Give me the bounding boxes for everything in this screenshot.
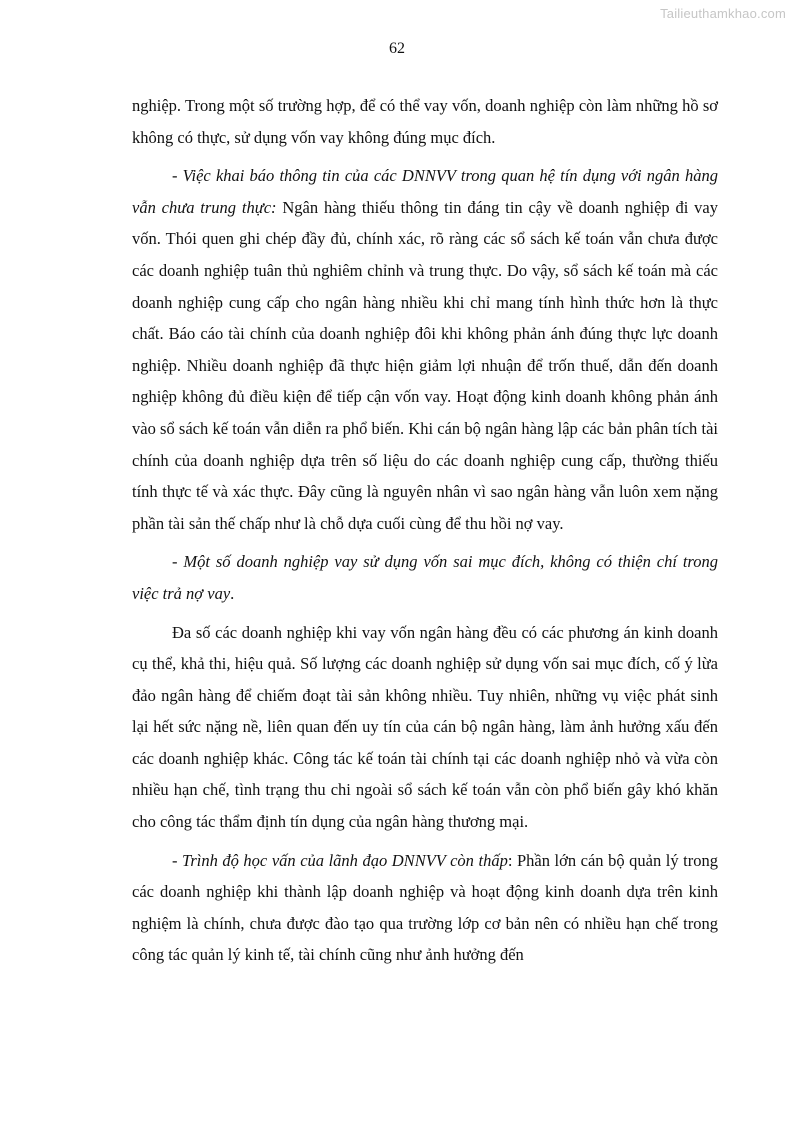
document-body bbox=[132, 90, 718, 978]
paragraph-5-heading: - Trình độ học vấn của lãnh đạo DNNVV còn thấp bbox=[172, 850, 508, 870]
paragraph-1-text: nghiệp. Trong một số trường hợp, để có thể vay vốn, doanh nghiệp còn làm những hồ sơ không có thực, sử dụng vốn vay không đúng mục đích. bbox=[132, 96, 718, 147]
watermark: Tailieuthamkhao.com bbox=[660, 6, 786, 21]
paragraph-1 bbox=[132, 90, 718, 153]
paragraph-3-heading: - Một số doanh nghiệp vay sử dụng vốn sai mục đích, không có thiện chí trong việc trả nợ vay bbox=[132, 552, 718, 603]
paragraph-4 bbox=[132, 617, 718, 838]
paragraph-4-text: Đa số các doanh nghiệp khi vay vốn ngân hàng đều có các phương án kinh doanh cụ thể, khả thi, hiệu quả. Số lượng các doanh nghiệp sử dụng vốn sai mục đích, cố ý lừa đảo ngân hàng để chiếm đoạt tài sản không nhiều. Tuy nhiên, những vụ việc phát sinh lại hết sức nặng nề, liên quan đến uy tín của cán bộ ngân hàng, làm ảnh hưởng xấu đến các doanh nghiệp khác. Công tác kế toán tài chính tại các doanh nghiệp nhỏ và vừa còn nhiều hạn chế, tình trạng thu chi ngoài sổ sách kế toán vẫn còn phổ biến gây khó khăn cho công tác thẩm định tín dụng của ngân hàng thương mại. bbox=[132, 622, 718, 832]
paragraph-2-heading: - Việc khai báo thông tin của các DNNVV trong quan hệ tín dụng với ngân hàng vẫn chưa trung thực: bbox=[132, 166, 718, 217]
paragraph-2-text: Ngân hàng thiếu thông tin đáng tin cậy về doanh nghiệp đi vay vốn. Thói quen ghi chép đầy đủ, chính xác, rõ ràng các sổ sách kế toán vẫn chưa được các doanh nghiệp tuân thủ nghiêm chỉnh và trung thực. Do vậy, sổ sách kế toán mà các doanh nghiệp cung cấp cho ngân hàng nhiều khi chỉ mang tính hình thức hơn là thực chất. Báo cáo tài chính của doanh nghiệp đôi khi không phản ánh đúng thực lực doanh nghiệp. Nhiều doanh nghiệp đã thực hiện giảm lợi nhuận để trốn thuế, dẫn đến doanh nghiệp không đủ điều kiện để tiếp cận vốn vay. Hoạt động kinh doanh không phản ánh vào sổ sách kế toán vẫn diễn ra phổ biến. Khi cán bộ ngân hàng lập các bản phân tích tài chính của doanh nghiệp dựa trên số liệu do các doanh nghiệp cung cấp, thường thiếu tính thực tế và xác thực. Đây cũng là nguyên nhân vì sao ngân hàng vẫn luôn xem nặng phần tài sản thế chấp như là chỗ dựa cuối cùng để thu hồi nợ vay. bbox=[132, 197, 718, 533]
page-number: 62 bbox=[389, 40, 405, 57]
paragraph-5-text: : Phần lớn cán bộ quản lý trong các doanh nghiệp khi thành lập doanh nghiệp và hoạt động kinh doanh dựa trên kinh nghiệm là chính, chưa được đào tạo qua trường lớp cơ bản nên có nhiều hạn chế trong công tác quản lý kinh tế, tài chính cũng như ảnh hưởng đến bbox=[132, 850, 718, 965]
paragraph-5 bbox=[132, 845, 718, 971]
paragraph-3-text: . bbox=[230, 583, 235, 603]
paragraph-3 bbox=[132, 546, 718, 609]
paragraph-2 bbox=[132, 160, 718, 539]
